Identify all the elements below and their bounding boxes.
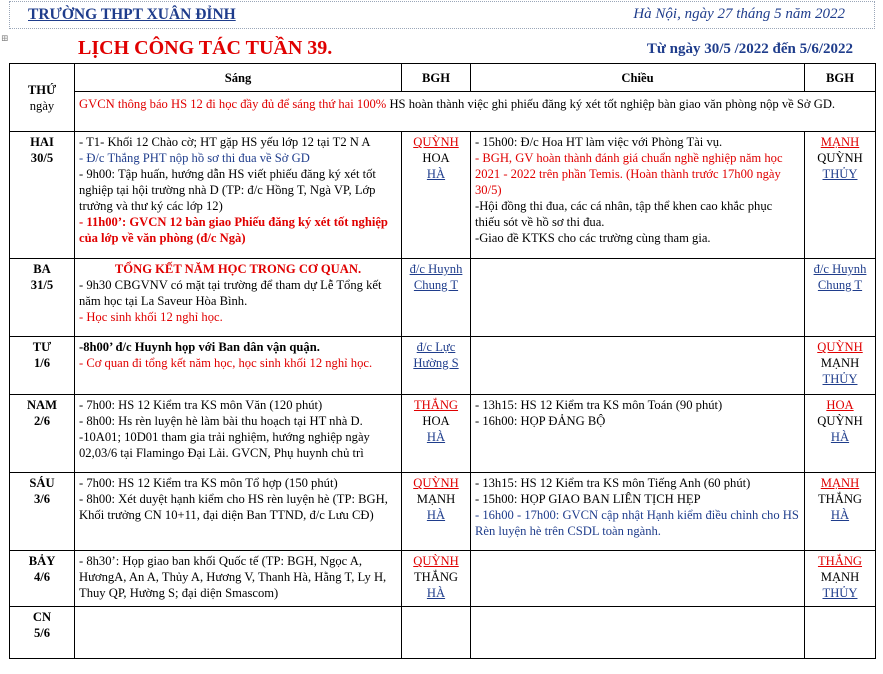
bgh-name: QUỲNH bbox=[817, 151, 863, 165]
morning-item: - Cơ quan đi tổng kết năm học, học sinh khối 12 nghỉ học. bbox=[79, 356, 373, 370]
bgh-name: THẮNG bbox=[413, 570, 459, 584]
morning-item: -8h00’ đ/c Huynh họp với Ban dân vận quận. bbox=[79, 340, 320, 354]
morning-cell bbox=[75, 337, 402, 395]
bgh-name: Chung T bbox=[413, 278, 459, 292]
day-row-sun bbox=[10, 607, 876, 659]
day-cell bbox=[10, 551, 75, 607]
bgh-afternoon-cell bbox=[805, 551, 876, 607]
bgh-name: THỦY bbox=[822, 372, 858, 386]
afternoon-item: - BGH, GV hoàn thành đánh giá chuẩn nghề nghiệp năm học 2021 - 2022 trên phần Temis. (Hoàn thành trước 17h00 ngày 30/5) bbox=[475, 151, 783, 197]
bgh-name: QUỲNH bbox=[817, 340, 863, 354]
morning-item: - 7h00: HS 12 Kiểm tra KS môn Tổ hợp (150 phút) bbox=[79, 476, 338, 490]
bgh-morning-cell bbox=[402, 551, 471, 607]
school-name: TRƯỜNG THPT XUÂN ĐỈNH bbox=[28, 6, 236, 23]
day-name: HAI bbox=[30, 135, 54, 149]
day-date: 2/6 bbox=[33, 414, 51, 428]
document-date: Hà Nội, ngày 27 tháng 5 năm 2022 bbox=[633, 6, 845, 22]
day-cell bbox=[10, 473, 75, 551]
morning-item: - 9h00: Tập huấn, hướng dẫn HS viết phiếu đăng ký xét tốt nghiệp tại hội trường nhà D (TP: đ/c Hồng T, Ngà VP, Lớp trưởng và thư ký các lớp 12) bbox=[79, 167, 376, 213]
bgh-name: THỦY bbox=[822, 167, 858, 181]
bgh-name: HÀ bbox=[426, 430, 446, 444]
afternoon-cell bbox=[471, 607, 805, 659]
day-header-sublabel: ngày bbox=[29, 98, 55, 113]
day-name: TƯ bbox=[32, 340, 52, 354]
day-date: 3/6 bbox=[33, 492, 51, 506]
bgh-name: đ/c Huynh bbox=[409, 262, 463, 276]
date-range: Từ ngày 30/5 /2022 đến 5/6/2022 bbox=[646, 41, 853, 57]
afternoon-item: - 16h00: HỌP ĐẢNG BỘ bbox=[475, 414, 606, 428]
morning-item: - 8h00: Hs rèn luyện hè làm bài thu hoạch tại HT nhà D. bbox=[79, 414, 363, 428]
bgh-afternoon-cell bbox=[805, 473, 876, 551]
bgh-name: MẠNH bbox=[820, 135, 860, 149]
day-header-label: THỨ bbox=[27, 82, 57, 97]
morning-item: -10A01; 10D01 tham gia trải nghiệm, hướng nghiệp ngày 02,03/6 tại Flamingo Đại Lải. GVCN, Phụ huynh chủ trì bbox=[79, 430, 370, 460]
day-name: NAM bbox=[26, 398, 58, 412]
bgh-name: HOA bbox=[826, 398, 854, 412]
bgh-name: THỦY bbox=[822, 586, 858, 600]
bgh-name: đ/c Huynh bbox=[813, 262, 867, 276]
morning-item: - 11h00’: GVCN 12 bàn giao Phiếu đăng ký xét tốt nghiệp của lớp về văn phòng (đ/c Ngà) bbox=[79, 215, 388, 245]
morning-item: - 7h00: HS 12 Kiểm tra KS môn Văn (120 phút) bbox=[79, 398, 323, 412]
day-cell bbox=[10, 132, 75, 259]
notice-cell bbox=[75, 92, 876, 132]
day-row-sat bbox=[10, 551, 876, 607]
bgh-name: THẮNG bbox=[817, 554, 863, 568]
bgh-name: HOA bbox=[422, 414, 450, 428]
day-name: BẢY bbox=[28, 554, 56, 568]
bgh-name: THẮNG bbox=[413, 398, 459, 412]
day-date: 1/6 bbox=[33, 356, 51, 370]
afternoon-item: - 16h00 - 17h00: GVCN cập nhật Hạnh kiểm điều chỉnh cho HS Rèn luyện hè trên CSDL toàn ngành. bbox=[475, 508, 799, 538]
afternoon-cell bbox=[471, 473, 805, 551]
bgh-name: QUỲNH bbox=[817, 414, 863, 428]
notice-red-text: GVCN thông báo HS 12 đi học đầy đủ để sáng thứ hai 100% bbox=[79, 97, 387, 111]
morning-cell bbox=[75, 473, 402, 551]
bgh-morning-cell bbox=[402, 395, 471, 473]
day-date: 30/5 bbox=[30, 151, 54, 165]
day-name: CN bbox=[32, 610, 52, 624]
bgh-afternoon-cell bbox=[805, 132, 876, 259]
afternoon-item: - 13h15: HS 12 Kiểm tra KS môn Tiếng Anh (60 phút) bbox=[475, 476, 751, 490]
morning-cell bbox=[75, 259, 402, 337]
day-name: BA bbox=[33, 262, 51, 276]
morning-item: - Đ/c Thắng PHT nộp hồ sơ thi đua về Sở GD bbox=[79, 151, 310, 165]
bgh-morning-cell bbox=[402, 607, 471, 659]
bgh-name: MẠNH bbox=[820, 476, 860, 490]
bgh-name: MẠNH bbox=[820, 356, 860, 370]
afternoon-cell bbox=[471, 395, 805, 473]
day-date: 4/6 bbox=[33, 570, 51, 584]
afternoon-item: -Giao đề KTKS cho các trường cùng tham gia. bbox=[475, 231, 711, 245]
day-date: 31/5 bbox=[30, 278, 54, 292]
morning-cell bbox=[75, 607, 402, 659]
morning-cell bbox=[75, 395, 402, 473]
col-bgh2-header: BGH bbox=[805, 64, 876, 92]
day-cell bbox=[10, 337, 75, 395]
notice-row bbox=[10, 92, 876, 132]
bgh-name: MẠNH bbox=[416, 492, 456, 506]
morning-cell bbox=[75, 551, 402, 607]
bgh-morning-cell bbox=[402, 473, 471, 551]
morning-item: - Học sinh khối 12 nghỉ học. bbox=[79, 310, 223, 324]
afternoon-item: -Hội đồng thi đua, các cá nhân, tập thể khen cao khắc phục thiếu sót về hồ sơ thi đua. bbox=[475, 199, 773, 229]
bgh-afternoon-cell bbox=[805, 337, 876, 395]
morning-item: - 9h30 CBGVNV có mặt tại trường để tham dự Lễ Tổng kết năm học tại La Saveur Hòa Bình. bbox=[79, 278, 382, 308]
afternoon-cell bbox=[471, 132, 805, 259]
bgh-afternoon-cell bbox=[805, 259, 876, 337]
col-bgh1-header: BGH bbox=[402, 64, 471, 92]
bgh-name: THẮNG bbox=[817, 492, 863, 506]
morning-item: - 8h30’: Họp giao ban khối Quốc tế (TP: BGH, Ngọc A, HươngA, An A, Thủy A, Hương V, Thanh Hà, Hằng T, Ly H, Thuy QP, Hường S; đại diện Smascom) bbox=[79, 554, 387, 600]
table-move-handle-icon[interactable]: ⊞ bbox=[1, 33, 9, 43]
col-afternoon-header: Chiều bbox=[471, 64, 805, 92]
morning-item: - 8h00: Xét duyệt hạnh kiểm cho HS rèn luyện hè (TP: BGH, Khối trưởng CN 10+11, đại diện Ban TTND, đ/c Lưu CĐ) bbox=[79, 492, 388, 522]
day-row-thu bbox=[10, 395, 876, 473]
bgh-name: Hường S bbox=[413, 356, 459, 370]
bgh-morning-cell bbox=[402, 132, 471, 259]
afternoon-item: - 15h00: Đ/c Hoa HT làm việc với Phòng Tài vụ. bbox=[475, 135, 723, 149]
bgh-name: đ/c Lực bbox=[416, 340, 456, 354]
day-cell bbox=[10, 395, 75, 473]
bgh-name: QUỲNH bbox=[413, 554, 459, 568]
bgh-morning-cell bbox=[402, 259, 471, 337]
bgh-morning-cell bbox=[402, 337, 471, 395]
afternoon-item: - 15h00: HỌP GIAO BAN LIÊN TỊCH HẸP bbox=[475, 492, 701, 506]
bgh-name: QUỲNH bbox=[413, 135, 459, 149]
day-row-wed bbox=[10, 337, 876, 395]
day-cell bbox=[10, 607, 75, 659]
bgh-name: HÀ bbox=[830, 430, 850, 444]
bgh-name: MẠNH bbox=[820, 570, 860, 584]
afternoon-cell bbox=[471, 259, 805, 337]
page-title: LỊCH CÔNG TÁC TUẦN 39. bbox=[78, 37, 333, 59]
afternoon-cell bbox=[471, 337, 805, 395]
bgh-name: QUỲNH bbox=[413, 476, 459, 490]
bgh-afternoon-cell bbox=[805, 395, 876, 473]
bgh-name: HÀ bbox=[426, 508, 446, 522]
day-name: SÁU bbox=[29, 476, 55, 490]
afternoon-item: - 13h15: HS 12 Kiểm tra KS môn Toán (90 phút) bbox=[475, 398, 723, 412]
day-row-mon bbox=[10, 132, 876, 259]
morning-cell bbox=[75, 132, 402, 259]
schedule-table bbox=[9, 63, 876, 659]
morning-item: - T1- Khối 12 Chào cờ; HT gặp HS yếu lớp 12 tại T2 N A bbox=[79, 135, 371, 149]
bgh-name: HOA bbox=[422, 151, 450, 165]
morning-item: TỔNG KẾT NĂM HỌC TRONG CƠ QUAN. bbox=[114, 262, 362, 276]
day-row-fri bbox=[10, 473, 876, 551]
header-row bbox=[10, 64, 876, 92]
notice-black-text: HS hoàn thành việc ghi phiếu đăng ký xét tốt nghiệp bàn giao văn phòng nộp về Sở GD. bbox=[386, 97, 836, 111]
bgh-name: Chung T bbox=[817, 278, 863, 292]
day-cell bbox=[10, 259, 75, 337]
bgh-name: HÀ bbox=[830, 508, 850, 522]
day-date: 5/6 bbox=[33, 626, 51, 640]
day-row-tue bbox=[10, 259, 876, 337]
bgh-afternoon-cell bbox=[805, 607, 876, 659]
afternoon-cell bbox=[471, 551, 805, 607]
bgh-name: HÀ bbox=[426, 586, 446, 600]
bgh-name: HÀ bbox=[426, 167, 446, 181]
col-day-header bbox=[10, 64, 75, 132]
col-morning-header: Sáng bbox=[75, 64, 402, 92]
